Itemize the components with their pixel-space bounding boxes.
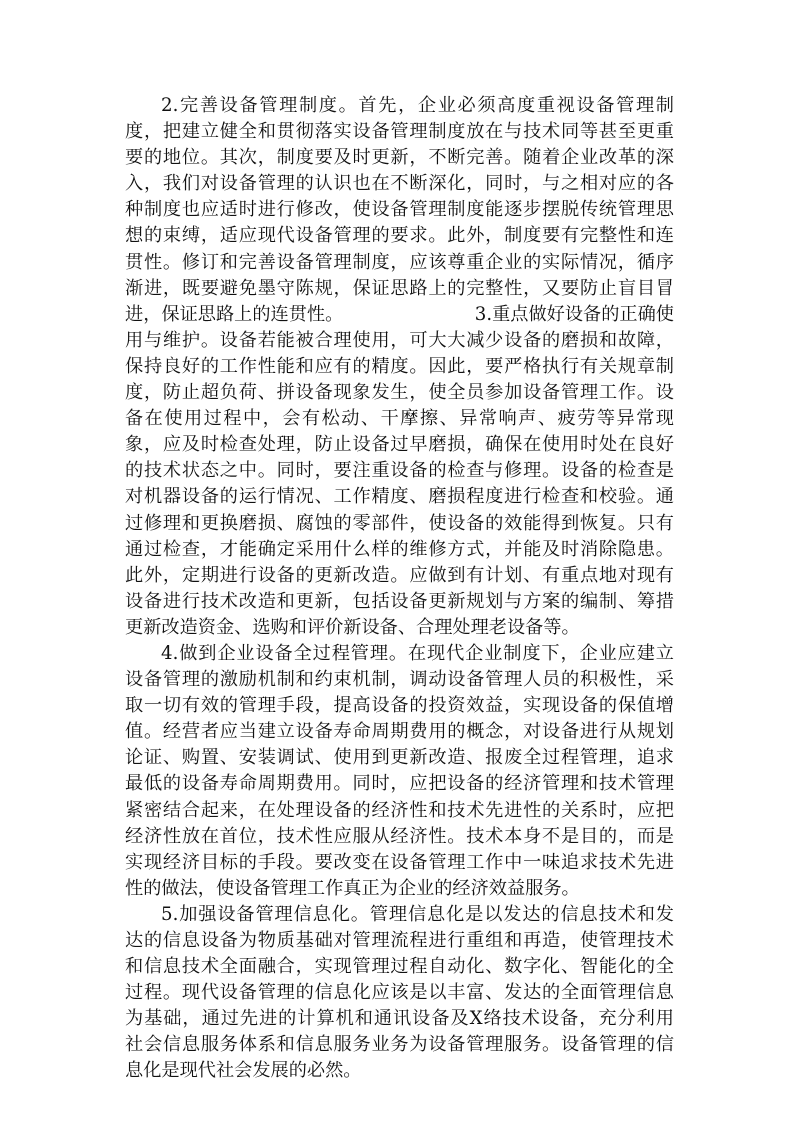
paragraph-correct-use: [125, 328, 674, 641]
text-line: 贯性。修订和完善设备管理制度，应该尊重企业的实际情况，循序: [125, 251, 674, 273]
text-line: 更新改造资金、选购和评价新设备、合理处理老设备等。: [125, 616, 580, 638]
text-line: 性的做法，使设备管理工作真正为企业的经济效益服务。: [125, 877, 580, 899]
text-line: 社会信息服务体系和信息服务业务为设备管理服务。设备管理的信: [125, 1034, 674, 1056]
text-line: 想的束缚，适应现代设备管理的要求。此外，制度要有完整性和连: [125, 225, 674, 247]
text-line: 渐进，既要避免墨守陈规，保证思路上的完整性，又要防止盲目冒: [125, 277, 674, 299]
text-line: 要的地位。其次，制度要及时更新，不断完善。随着企业改革的深: [125, 147, 674, 169]
text-line: 论证、购置、安装调试、使用到更新改造、报废全过程管理，追求: [125, 747, 674, 769]
text-line: 达的信息设备为物质基础对管理流程进行重组和再造，使管理技术: [125, 930, 674, 951]
text-line: 度，把建立健全和贯彻落实设备管理制度放在与技术同等甚至更重: [125, 121, 674, 143]
text-line: 设备进行技术改造和更新，包括设备更新规划与方案的编制、筹措: [125, 590, 674, 612]
text-line: 实现经济目标的手段。要改变在设备管理工作中一味追求技术先进: [125, 851, 674, 873]
text-line: 紧密结合起来，在处理设备的经济性和技术先进性的关系时，应把: [125, 799, 674, 821]
text-line-left: 进，保证思路上的连贯性。: [125, 303, 344, 325]
text-line: 种制度也应适时进行修改，使设备管理制度能逐步摆脱传统管理思: [125, 199, 674, 221]
document-body: [125, 93, 674, 1085]
text-line: 值。经营者应当建立设备寿命周期费用的概念，对设备进行从规划: [125, 721, 674, 743]
text-line-right: 3.重点做好设备的正确使: [474, 303, 674, 325]
text-line: 5.加强设备管理信息化。管理信息化是以发达的信息技术和发: [161, 903, 674, 925]
text-line: 入，我们对设备管理的认识也在不断深化，同时，与之相对应的各: [125, 173, 674, 195]
text-line: 4.做到企业设备全过程管理。在现代企业制度下，企业应建立: [161, 642, 674, 664]
text-line: 设备管理的激励机制和约束机制，调动设备管理人员的积极性，采: [125, 669, 674, 691]
text-line: 最低的设备寿命周期费用。同时，应把设备的经济管理和技术管理: [125, 773, 674, 795]
paragraph-equipment-system: [125, 93, 674, 328]
text-line: 用与维护。设备若能被合理使用，可大大减少设备的磨损和故障，: [125, 329, 674, 351]
text-line: 象，应及时检查处理，防止设备过早磨损，确保在使用时处在良好: [125, 434, 674, 456]
text-line: 备在使用过程中，会有松动、干摩擦、异常响声、疲劳等异常现: [125, 408, 674, 430]
text-line: 保持良好的工作性能和应有的精度。因此，要严格执行有关规章制: [125, 355, 674, 377]
text-line: 为基础，通过先进的计算机和通讯设备及X络技术设备，充分利用: [125, 1008, 674, 1030]
text-line: 过程。现代设备管理的信息化应该是以丰富、发达的全面管理信息: [125, 982, 674, 1004]
text-line: 此外，定期进行设备的更新改造。应做到有计划、有重点地对现有: [125, 564, 674, 586]
text-line: 2.完善设备管理制度。首先，企业必须高度重视设备管理制: [161, 95, 674, 116]
text-line: 息化是现代社会发展的必然。: [125, 1060, 362, 1082]
paragraph-full-process: [125, 641, 674, 902]
text-line: 对机器设备的运行情况、工作精度、磨损程度进行检查和校验。通: [125, 486, 674, 508]
text-line: 通过检查，才能确定采用什么样的维修方式，并能及时消除隐患。: [125, 538, 674, 560]
text-line: 度，防止超负荷、拼设备现象发生，使全员参加设备管理工作。设: [125, 382, 674, 404]
text-line: 和信息技术全面融合，实现管理过程自动化、数字化、智能化的全: [125, 956, 674, 978]
text-line: 的技术状态之中。同时，要注重设备的检查与修理。设备的检查是: [125, 460, 674, 482]
text-line: 取一切有效的管理手段，提高设备的投资效益，实现设备的保值增: [125, 695, 674, 717]
text-line: 过修理和更换磨损、腐蚀的零部件，使设备的效能得到恢复。只有: [125, 512, 674, 534]
text-line: 经济性放在首位，技术性应服从经济性。技术本身不是目的，而是: [125, 825, 674, 847]
text-line-split: [125, 302, 674, 328]
paragraph-informatization: [125, 902, 674, 1085]
